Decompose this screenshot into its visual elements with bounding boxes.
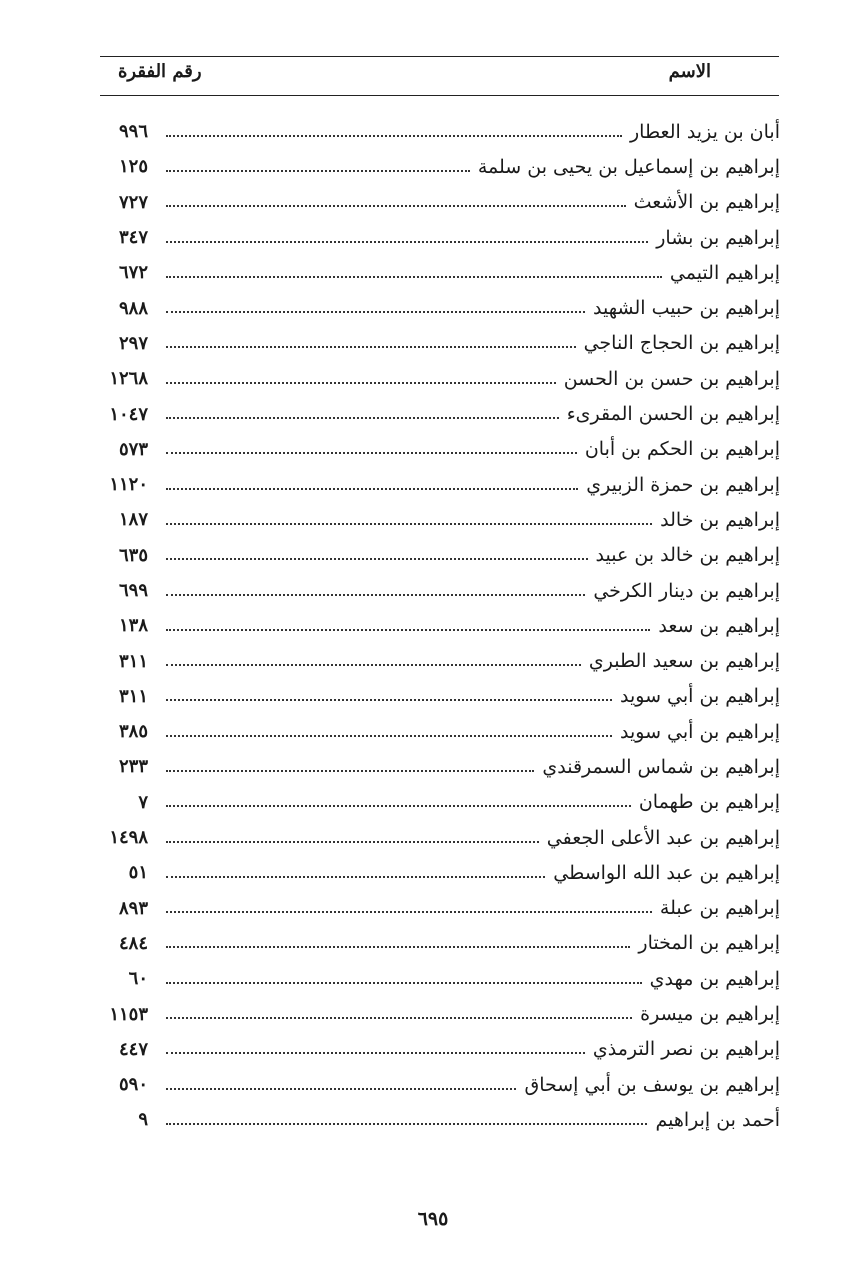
entry-name: إبراهيم بن عبد الأعلى الجعفي (546, 826, 780, 849)
entry-name: إبراهيم بن مهدي (649, 967, 780, 990)
entry-name: إبراهيم بن طهمان (638, 791, 780, 814)
entry-name: إبراهيم بن نصر الترمذي (592, 1038, 780, 1061)
entry-paragraph-number: ٢٩٧ (118, 332, 148, 354)
index-entry-row (100, 749, 780, 784)
entry-paragraph-number: ٣٨٥ (118, 721, 148, 743)
dot-leader (166, 205, 626, 207)
dot-leader (166, 664, 581, 666)
index-entry-row (100, 926, 780, 961)
entry-name: إبراهيم بن شماس السمرقندي (542, 755, 780, 778)
entry-name: إبراهيم بن الحجاج الناجي (583, 332, 780, 355)
entry-paragraph-number: ١٨٧ (118, 509, 148, 531)
index-entry-row (100, 996, 780, 1031)
dot-leader (166, 805, 631, 807)
entry-name: إبراهيم بن حمزة الزبيري (586, 473, 780, 496)
entry-paragraph-number: ١٣٨ (118, 615, 148, 637)
entry-paragraph-number: ٦٠ (128, 968, 148, 990)
page-number: ٦٩٥ (417, 1208, 449, 1230)
entry-paragraph-number: ١٢٥ (118, 156, 148, 178)
entry-name: إبراهيم بن إسماعيل بن يحيى بن سلمة (477, 155, 780, 178)
index-entry-row (100, 820, 780, 855)
dot-leader (166, 558, 588, 560)
entry-paragraph-number: ٥١ (128, 862, 148, 884)
index-entry-row (100, 679, 780, 714)
entry-paragraph-number: ١١٢٠ (109, 474, 148, 496)
index-entry-row (100, 149, 780, 184)
dot-leader (166, 876, 545, 878)
index-entry-row (100, 220, 780, 255)
entry-paragraph-number: ١٠٤٧ (109, 403, 148, 425)
index-entry-row (100, 891, 780, 926)
entry-paragraph-number: ٩ (138, 1109, 148, 1131)
dot-leader (166, 699, 612, 701)
column-header-name: الاسم (668, 61, 711, 82)
index-entry-row (100, 573, 780, 608)
entry-name: إبراهيم بن خالد (660, 508, 780, 531)
dot-leader (166, 629, 650, 631)
entry-paragraph-number: ٦٧٢ (118, 262, 148, 284)
entry-paragraph-number: ٥٧٣ (118, 438, 148, 460)
entry-name: إبراهيم بن خالد بن عبيد (595, 544, 780, 567)
dot-leader (166, 523, 652, 525)
entry-name: إبراهيم التيمي (669, 261, 780, 284)
entry-paragraph-number: ٧٢٧ (118, 191, 148, 213)
index-entry-row (100, 538, 780, 573)
dot-leader (166, 382, 556, 384)
dot-leader (166, 770, 534, 772)
entry-name: إبراهيم بن الأشعث (633, 191, 780, 214)
index-entry-row (100, 255, 780, 290)
dot-leader (166, 1088, 516, 1090)
entry-name: إبراهيم بن المختار (638, 932, 780, 955)
entry-paragraph-number: ٦٩٩ (118, 580, 148, 601)
dot-leader (166, 135, 622, 137)
entry-paragraph-number: ١١٥٣ (109, 1003, 148, 1025)
index-entry-row (100, 396, 780, 431)
dot-leader (166, 452, 577, 454)
index-entry-row (100, 114, 780, 149)
index-entry-row (100, 185, 780, 220)
entry-paragraph-number: ٢٣٣ (118, 756, 148, 778)
index-entry-row (100, 1067, 780, 1102)
entry-paragraph-number: ٤٨٤ (118, 932, 148, 954)
dot-leader (166, 170, 470, 172)
dot-leader (166, 982, 642, 984)
dot-leader (166, 417, 559, 419)
index-entry-row (100, 290, 780, 325)
dot-leader (166, 594, 585, 596)
dot-leader (166, 735, 612, 737)
dot-leader (166, 241, 648, 243)
dot-leader (166, 1052, 585, 1054)
entry-name: إبراهيم بن عبلة (659, 897, 780, 920)
index-entry-row (100, 961, 780, 996)
dot-leader (166, 311, 585, 313)
dot-leader (166, 488, 578, 490)
index-entries-list (100, 114, 780, 1138)
index-entry-row (100, 1032, 780, 1067)
entry-paragraph-number: ٩٨٨ (118, 297, 148, 319)
entry-paragraph-number: ٩٩٦ (118, 121, 148, 143)
entry-name: إبراهيم بن سعد (658, 614, 780, 637)
entry-paragraph-number: ٤٤٧ (118, 1038, 148, 1060)
entry-paragraph-number: ٣٤٧ (118, 227, 148, 249)
dot-leader (166, 841, 539, 843)
entry-name: إبراهيم بن سعيد الطبري (588, 650, 780, 673)
index-entry-row (100, 1102, 780, 1137)
index-entry-row (100, 467, 780, 502)
entry-paragraph-number: ١٢٦٨ (109, 368, 148, 390)
header-bottom-rule (100, 95, 779, 96)
entry-name: إبراهيم بن حبيب الشهيد (593, 297, 780, 320)
entry-name: إبراهيم بن أبي سويد (620, 720, 780, 743)
entry-name: إبراهيم بن الحكم بن أبان (584, 438, 780, 461)
dot-leader (166, 1017, 632, 1019)
dot-leader (166, 911, 652, 913)
entry-name: إبراهيم بن يوسف بن أبي إسحاق (524, 1073, 780, 1096)
header-top-rule (100, 56, 779, 57)
entry-name: أحمد بن إبراهيم (655, 1108, 780, 1131)
dot-leader (166, 946, 630, 948)
index-entry-row (100, 855, 780, 890)
entry-paragraph-number: ٨٩٣ (118, 897, 148, 919)
entry-name: إبراهيم بن ميسرة (640, 1003, 780, 1026)
index-entry-row (100, 326, 780, 361)
index-entry-row (100, 714, 780, 749)
entry-name: إبراهيم بن أبي سويد (620, 685, 780, 708)
entry-paragraph-number: ٥٩٠ (118, 1074, 148, 1096)
entry-name: إبراهيم بن عبد الله الواسطي (553, 861, 780, 884)
entry-paragraph-number: ٣١١ (118, 685, 148, 707)
index-entry-row (100, 785, 780, 820)
index-entry-row (100, 432, 780, 467)
column-header-paragraph-number: رقم الفقرة (118, 61, 202, 82)
entry-name: إبراهيم بن الحسن المقرىء (566, 403, 780, 426)
entry-paragraph-number: ٧ (138, 791, 148, 813)
entry-name: إبراهيم بن بشار (656, 226, 780, 249)
entry-name: إبراهيم بن دينار الكرخي (593, 579, 780, 602)
entry-name: إبراهيم بن حسن بن الحسن (563, 367, 780, 390)
dot-leader (166, 346, 576, 348)
dot-leader (166, 1123, 647, 1125)
entry-paragraph-number: ٣١١ (118, 650, 148, 672)
entry-paragraph-number: ١٤٩٨ (109, 827, 148, 849)
index-entry-row (100, 643, 780, 678)
dot-leader (166, 276, 662, 278)
index-entry-row (100, 608, 780, 643)
entry-paragraph-number: ٦٣٥ (118, 544, 148, 566)
index-entry-row (100, 361, 780, 396)
index-entry-row (100, 502, 780, 537)
entry-name: أبان بن يزيد العطار (630, 120, 780, 143)
